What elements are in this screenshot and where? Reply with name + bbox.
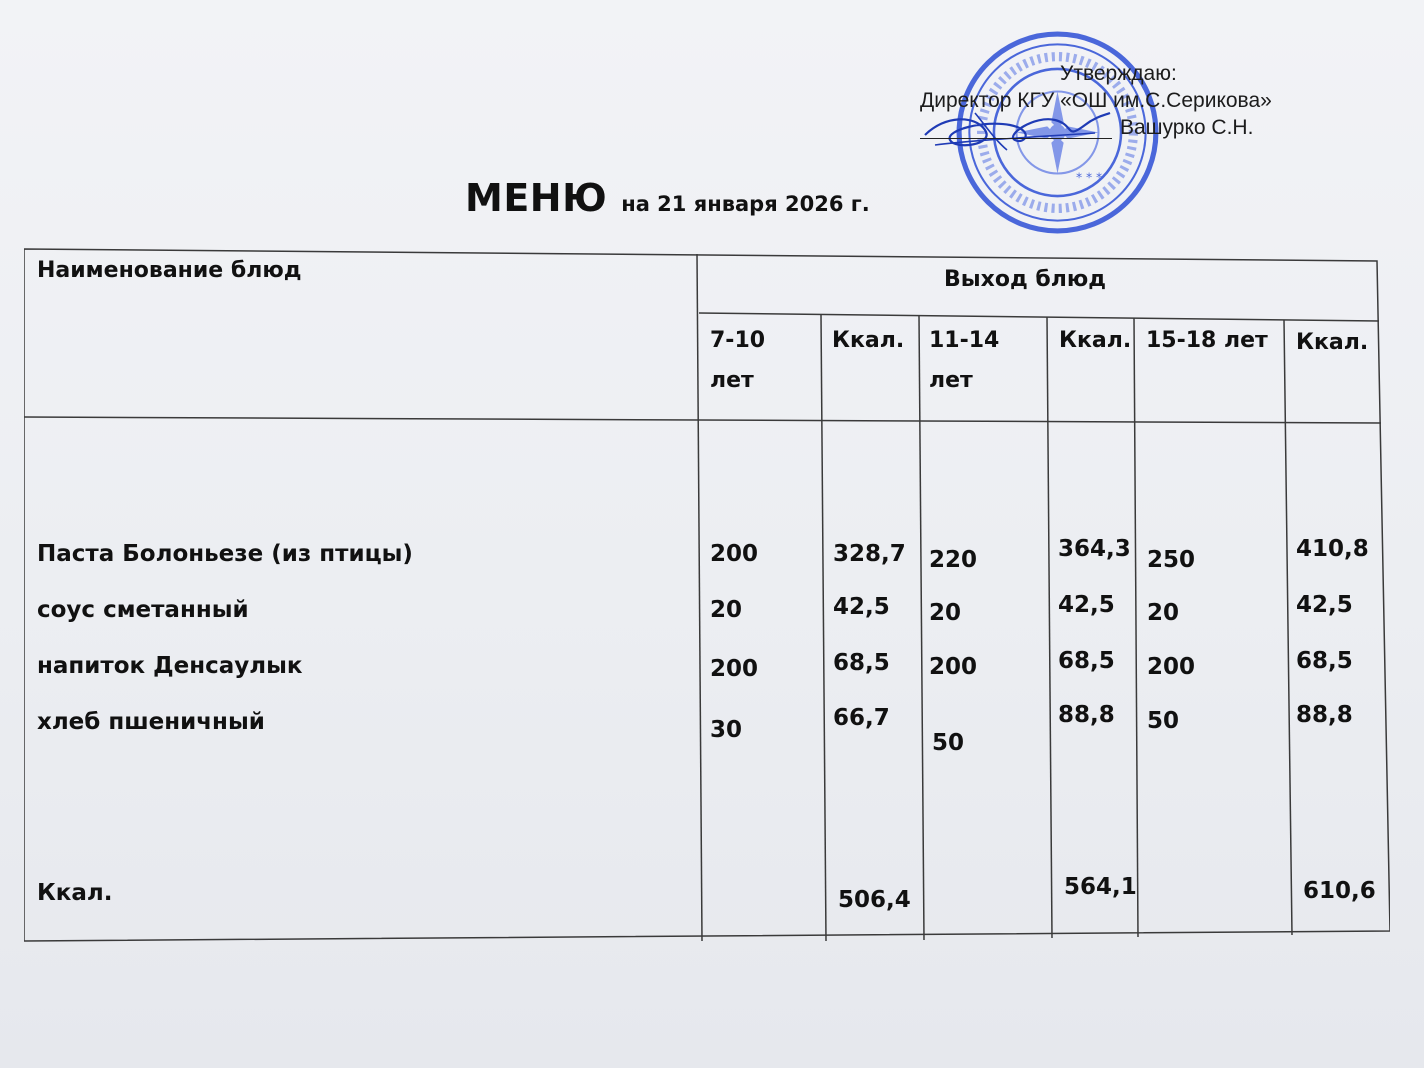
table-row-kcal-11-14: 42,5 (1058, 592, 1115, 618)
col-header-age-11-14: 11-14 (929, 328, 1000, 353)
col-header-dish-name: Наименование блюд (37, 258, 302, 283)
table-row-weight-7-10: 20 (710, 597, 743, 623)
page-title (465, 176, 870, 220)
table-row-kcal-11-14: 88,8 (1058, 702, 1115, 728)
svg-text:* * *: * * * (1075, 170, 1103, 185)
title-date: на 21 января 2026 г. (621, 192, 870, 216)
title-main: МЕНЮ (465, 176, 608, 220)
table-row-kcal-7-10: 68,5 (833, 650, 890, 676)
approval-heading: Утверждаю: (1060, 62, 1177, 85)
col-header-age-7-10: 7-10 (710, 328, 766, 353)
col-header-kcal-1: Ккал. (832, 328, 905, 353)
col-header-age-11-14-suffix: лет (929, 368, 973, 393)
table-row-weight-7-10: 200 (710, 541, 759, 567)
table-row-weight-15-18: 200 (1147, 654, 1196, 680)
table-row-kcal-7-10: 328,7 (833, 541, 906, 567)
table-row-kcal-15-18: 88,8 (1296, 702, 1353, 728)
col-header-age-15-18: 15-18 лет (1146, 328, 1268, 353)
table-row-weight-11-14: 220 (929, 547, 978, 573)
table-row-dish-name: напиток Денсаулык (37, 653, 303, 679)
approval-position: Директор КГУ «ОШ им.С.Серикова» (920, 89, 1272, 112)
table-row-weight-11-14: 200 (929, 654, 978, 680)
table-row-dish-name: соус сметанный (37, 597, 249, 623)
col-header-output: Выход блюд (944, 267, 1107, 292)
col-header-age-7-10-suffix: лет (710, 368, 754, 393)
table-row-kcal-11-14: 364,3 (1058, 536, 1131, 562)
table-row-weight-11-14: 20 (929, 600, 962, 626)
col-header-kcal-2: Ккал. (1059, 328, 1132, 353)
table-row-kcal-15-18: 68,5 (1296, 648, 1353, 674)
table-row-dish-name: Паста Болоньезе (из птицы) (37, 541, 413, 567)
table-row-weight-15-18: 50 (1147, 708, 1180, 734)
total-kcal-15-18: 610,6 (1303, 878, 1376, 904)
total-label: Ккал. (37, 880, 113, 906)
table-row-weight-7-10: 200 (710, 656, 759, 682)
col-header-kcal-3: Ккал. (1296, 330, 1369, 355)
table-row-kcal-11-14: 68,5 (1058, 648, 1115, 674)
approval-name: Вашурко С.Н. (1120, 116, 1254, 139)
table-row-weight-15-18: 250 (1147, 547, 1196, 573)
signature-line (920, 138, 1112, 139)
table-row-weight-11-14: 50 (932, 730, 965, 756)
table-row-weight-15-18: 20 (1147, 600, 1180, 626)
table-row-dish-name: хлеб пшеничный (37, 709, 265, 735)
table-row-kcal-15-18: 42,5 (1296, 592, 1353, 618)
total-kcal-11-14: 564,1 (1064, 874, 1137, 900)
approval-block (920, 60, 1272, 141)
table-row-kcal-7-10: 42,5 (833, 594, 890, 620)
table-row-weight-7-10: 30 (710, 717, 743, 743)
total-kcal-7-10: 506,4 (838, 887, 911, 913)
table-row-kcal-7-10: 66,7 (833, 705, 890, 731)
table-row-kcal-15-18: 410,8 (1296, 536, 1369, 562)
